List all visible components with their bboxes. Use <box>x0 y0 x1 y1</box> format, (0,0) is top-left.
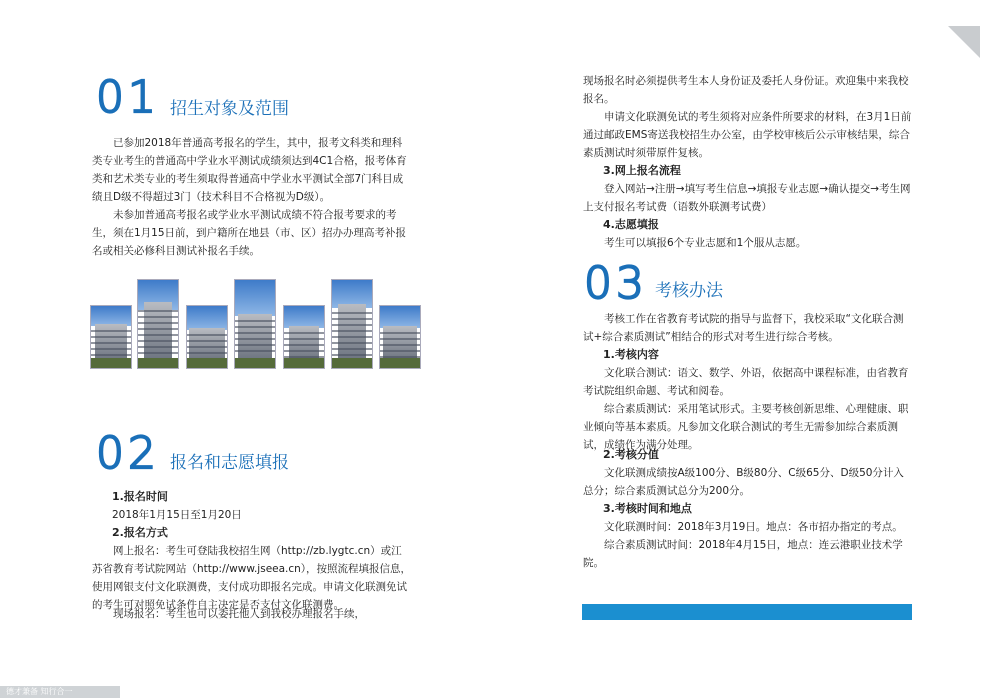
paragraph: 未参加普通高考报名或学业水平测试成绩不符合报考要求的考生，须在1月15日前，到户籍所在地县（市、区）招办办理高考补报名或相关必修科目测试补报名手续。 <box>92 209 407 257</box>
subheading: 3.考核时间和地点 <box>603 502 692 515</box>
subheading: 3.网上报名流程 <box>603 164 681 177</box>
section-title-03: 考核办法 <box>655 281 723 301</box>
section-number-01: 01 <box>96 72 160 123</box>
paragraph: 综合素质测试：采用笔试形式。主要考核创新思维、心理健康、职业倾向等基本素质。凡参加文化联合测试的考生无需参加综合素质测试，成绩作为满分处理。 <box>583 403 909 451</box>
campus-photo <box>379 305 421 369</box>
section-number-02: 02 <box>96 428 160 479</box>
subheading: 2.报名方式 <box>112 526 168 539</box>
campus-photo <box>234 279 276 369</box>
campus-photo <box>331 279 373 369</box>
campus-photo <box>283 305 325 369</box>
corner-triangle <box>948 26 980 58</box>
subheading: 1.考核内容 <box>603 348 659 361</box>
paragraph: 已参加2018年普通高考报名的学生，其中，报考文科类和理科类专业考生的普通高中学业水平测试成绩须达到4C1合格，报考体育类和艺术类专业的考生须取得普通高中学业水平测试全部7门科目成绩且D级不得超过3门（技术科目不合格视为D级）。 <box>92 137 407 203</box>
subheading: 2.考核分值 <box>603 448 659 461</box>
paragraph: 文化联测时间：2018年3月19日。地点：各市招办指定的考点。 <box>604 521 903 533</box>
paragraph: 文化联测成绩按A级100分、B级80分、C级65分、D级50分计入总分；综合素质测试总分为200分。 <box>583 467 904 497</box>
paragraph: 登入网站→注册→填写考生信息→填报专业志愿→确认提交→考生网上支付报名考试费（语数外联测考试费） <box>583 183 911 213</box>
section-title-01: 招生对象及范围 <box>170 99 289 119</box>
paragraph: 现场报名：考生也可以委托他人到我校办理报名手续， <box>113 608 365 620</box>
paragraph: 申请文化联测免试的考生须将对应条件所要求的材料，在3月1日前通过邮政EMS寄送我校招生办公室，由学校审核后公示审核结果，综合素质测试时须带原件复核。 <box>583 111 912 159</box>
paragraph: 网上报名：考生可登陆我校招生网（http://zb.lygtc.cn）或江苏省教育考试院网站（http://www.jseea.cn），按照流程填报信息，使用网银支付文化联测费，支付成功即报名完成。申请文化联测免试的考生可对照免试条件自主决定是否支付文化联测费。 <box>92 545 412 611</box>
campus-photo <box>90 305 132 369</box>
paragraph: 考生可以填报6个专业志愿和1个服从志愿。 <box>604 237 807 249</box>
accent-bar <box>582 604 912 620</box>
subheading: 1.报名时间 <box>112 490 168 503</box>
right-page <box>500 0 1000 700</box>
paragraph: 综合素质测试时间：2018年4月15日，地点：连云港职业技术学院。 <box>583 539 903 569</box>
paragraph: 文化联合测试：语文、数学、外语，依据高中课程标准，由省教育考试院组织命题、考试和阅卷。 <box>583 367 909 397</box>
campus-photo <box>137 279 179 369</box>
paragraph: 现场报名时必须提供考生本人身份证及委托人身份证。欢迎集中来我校报名。 <box>583 75 909 105</box>
subheading: 4.志愿填报 <box>603 218 659 231</box>
section-title-02: 报名和志愿填报 <box>170 453 289 473</box>
paragraph: 2018年1月15日至1月20日 <box>112 509 242 521</box>
footer-slogan: 德才兼备 知行合一 <box>0 686 120 698</box>
paragraph: 考核工作在省教育考试院的指导与监督下，我校采取“文化联合测试+综合素质测试”相结合的形式对考生进行综合考核。 <box>583 313 904 343</box>
campus-photo <box>186 305 228 369</box>
section-number-03: 03 <box>584 258 648 309</box>
